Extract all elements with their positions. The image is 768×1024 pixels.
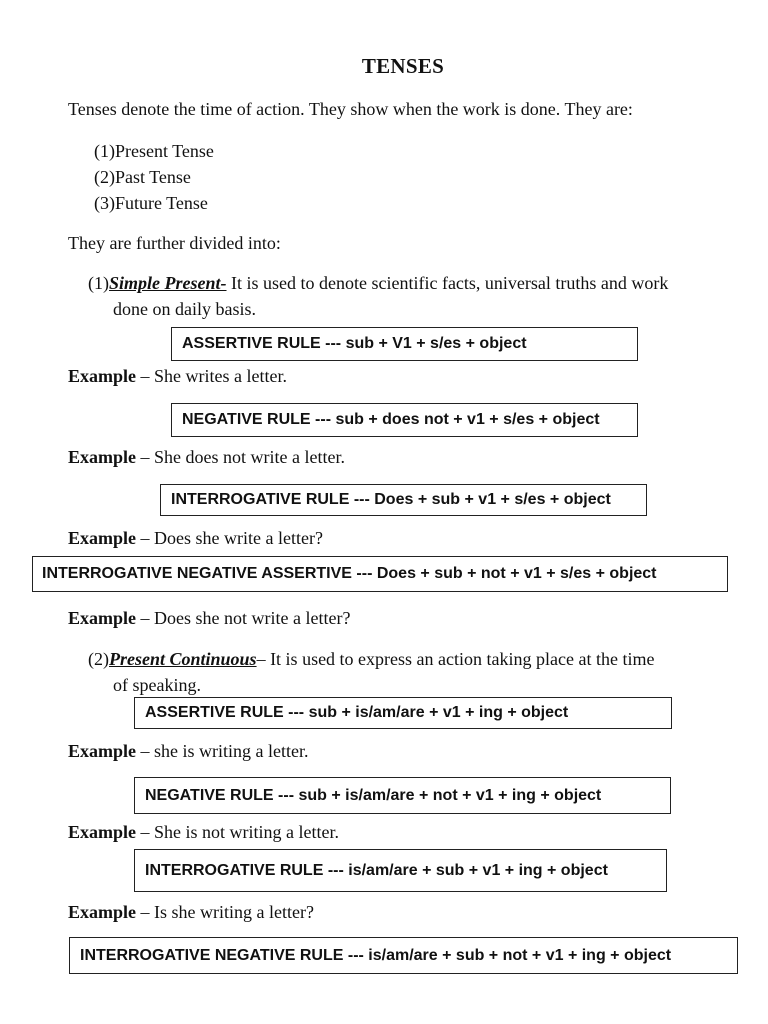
negative-rule-box: NEGATIVE RULE --- sub + does not + v1 + s/es + object <box>171 403 638 437</box>
negative-rule-box: NEGATIVE RULE --- sub + is/am/are + not + v1 + ing + object <box>134 777 671 814</box>
assertive-rule-box: ASSERTIVE RULE --- sub + is/am/are + v1 + ing + object <box>134 697 672 729</box>
page-title: TENSES <box>361 54 445 78</box>
section-description: – It is used to express an action taking place at the time <box>256 649 655 669</box>
example-label: Example <box>68 608 137 628</box>
example-text: – Does she write a letter? <box>136 528 323 548</box>
example-line <box>68 740 308 762</box>
present-continuous-description-cont: of speaking. <box>113 675 201 695</box>
tense-list-item <box>94 192 208 214</box>
example-text: – She writes a letter. <box>136 366 287 386</box>
example-text: – she is writing a letter. <box>136 741 309 761</box>
interrogative-rule-box: INTERROGATIVE RULE --- is/am/are + sub + v1 + ing + object <box>134 849 667 892</box>
example-line <box>68 365 287 387</box>
list-label: Past Tense <box>115 167 191 187</box>
example-label: Example <box>68 902 137 922</box>
tense-list-item <box>94 140 214 162</box>
list-number: (1) <box>94 141 115 161</box>
list-label: Future Tense <box>115 193 208 213</box>
list-number: (2) <box>94 167 115 187</box>
simple-present-description-cont: done on daily basis. <box>113 299 256 319</box>
section-term: Present Continuous <box>109 649 257 669</box>
example-line <box>68 527 323 549</box>
simple-present-heading <box>88 272 668 294</box>
interrogative-negative-rule-box: INTERROGATIVE NEGATIVE ASSERTIVE --- Does + sub + not + v1 + s/es + object <box>32 556 728 592</box>
list-number: (3) <box>94 193 115 213</box>
example-label: Example <box>68 366 137 386</box>
intro-paragraph: Tenses denote the time of action. They show when the work is done. They are: <box>68 99 633 119</box>
section-term: Simple Present- <box>109 273 227 293</box>
example-text: – She is not writing a letter. <box>136 822 339 842</box>
example-text: – She does not write a letter. <box>136 447 345 467</box>
further-divided-text: They are further divided into: <box>68 233 281 253</box>
assertive-rule-box: ASSERTIVE RULE --- sub + V1 + s/es + object <box>171 327 638 361</box>
interrogative-rule-box: INTERROGATIVE RULE --- Does + sub + v1 + s/es + object <box>160 484 647 516</box>
example-label: Example <box>68 741 137 761</box>
example-line <box>68 901 314 923</box>
example-line <box>68 446 345 468</box>
example-line <box>68 607 350 629</box>
example-label: Example <box>68 822 137 842</box>
example-text: – Is she writing a letter? <box>136 902 314 922</box>
example-label: Example <box>68 447 137 467</box>
present-continuous-heading <box>88 648 654 670</box>
section-number: (1) <box>88 273 109 293</box>
list-label: Present Tense <box>115 141 214 161</box>
section-description: It is used to denote scientific facts, universal truths and work <box>226 273 669 293</box>
example-line <box>68 821 339 843</box>
interrogative-negative-rule-box: INTERROGATIVE NEGATIVE RULE --- is/am/are + sub + not + v1 + ing + object <box>69 937 738 974</box>
example-label: Example <box>68 528 137 548</box>
example-text: – Does she not write a letter? <box>136 608 351 628</box>
section-number: (2) <box>88 649 109 669</box>
tense-list-item <box>94 166 191 188</box>
